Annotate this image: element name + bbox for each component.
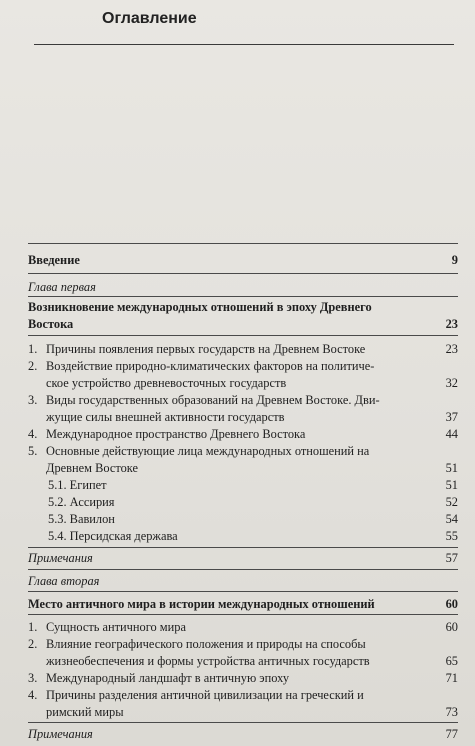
toc-intro-page: 9 bbox=[451, 253, 458, 267]
toc-item-label: Причины разделения античной цивилизации на греческий и bbox=[46, 688, 364, 702]
toc-item-label: Сущность античного мира bbox=[46, 620, 186, 634]
toc-subitem-label: 5.4. Персидская держава bbox=[48, 529, 178, 543]
divider bbox=[28, 273, 458, 274]
divider bbox=[28, 243, 458, 244]
divider bbox=[28, 569, 458, 570]
toc-intro-label: Введение bbox=[28, 253, 80, 267]
page-header bbox=[34, 0, 454, 45]
toc-item-page: 60 bbox=[445, 620, 458, 634]
toc-subitem-label: 5.1. Египет bbox=[48, 478, 107, 492]
divider bbox=[28, 335, 458, 336]
toc-item-label: Древнем Востоке bbox=[46, 461, 138, 475]
toc-item-label: Международный ландшафт в античную эпоху bbox=[46, 671, 290, 685]
toc-item-label: жизнеобеспечения и формы устройства античных государств bbox=[46, 654, 370, 668]
toc-subitem-page: 52 bbox=[445, 495, 458, 509]
toc-subitem-page: 55 bbox=[445, 529, 458, 543]
toc-item-label: Причины появления первых государств на Древнем Востоке bbox=[46, 342, 366, 356]
chapter-1-page: 23 bbox=[445, 317, 458, 331]
toc-item-label: ское устройство древневосточных государств bbox=[46, 376, 287, 390]
toc-item-label: Основные действующие лица международных отношений на bbox=[46, 444, 370, 458]
book-page: Оглавление Введение 9 Глава первая Возникновение международных отношений в эпоху Древнего Востока 23 1. Причины появления первых государств на Древнем Востоке 23 2. Воздействие природно-климатических факторов на политиче- ское устройство древневосточных государств 32 3. Виды государственных образований на Древнем Востоке. Дви- жущие силы внешней активности государств 37 4. Международное пространство Древнего Востока 44 5. Основные действующие лица международных отношений на Древнем Востоке 51 5.1. Египет 51 5.2. Ассирия 52 5.3. Вавилон 54 5.4. Персидская держава 55 Примечания 57 Глава вторая Место античного мира в истории международных отношений 60 1. Сущность античного мира 60 2. Влияние географического положения и природы на способы жизнеобеспечения и формы устройства античных государств 65 3. Международный ландшафт в античную эпоху 71 4. Причины разделения античной цивилизации на греческий и римский миры 73 Примечания 77 bbox=[0, 0, 475, 746]
toc-subitem-label: 5.2. Ассирия bbox=[48, 495, 115, 509]
toc-item-page: 37 bbox=[445, 410, 458, 424]
toc-item-label: Международное пространство Древнего Востока bbox=[46, 427, 306, 441]
toc-item-page: 23 bbox=[445, 342, 458, 356]
toc-subitem-page: 54 bbox=[445, 512, 458, 526]
toc-item-label: Воздействие природно-климатических факторов на политиче- bbox=[46, 359, 375, 373]
page-title: Оглавление bbox=[102, 10, 197, 27]
divider bbox=[28, 591, 458, 592]
toc-item-page: 51 bbox=[445, 461, 458, 475]
toc-item-label: Виды государственных образований на Древнем Востоке. Дви- bbox=[46, 393, 380, 407]
divider bbox=[28, 614, 458, 615]
toc-item-label: римский миры bbox=[46, 705, 124, 719]
notes-page: 57 bbox=[445, 551, 458, 565]
toc-item-label: жущие силы внешней активности государств bbox=[46, 410, 285, 424]
divider bbox=[28, 296, 458, 297]
divider bbox=[28, 722, 458, 723]
notes-label: Примечания bbox=[28, 727, 93, 741]
toc-item-page: 44 bbox=[445, 427, 458, 441]
toc-item-page: 65 bbox=[445, 654, 458, 668]
chapter-2-page: 60 bbox=[445, 597, 458, 611]
toc-item-page: 71 bbox=[445, 671, 458, 685]
notes-label: Примечания bbox=[28, 551, 93, 565]
chapter-2-title-text: Место античного мира в истории международных отношений bbox=[28, 597, 375, 611]
chapter-1-title-line-2: Востока bbox=[28, 317, 74, 331]
divider bbox=[28, 547, 458, 548]
toc-item-page: 73 bbox=[445, 705, 458, 719]
toc-subitem-page: 51 bbox=[445, 478, 458, 492]
toc-item-label: Влияние географического положения и природы на способы bbox=[46, 637, 366, 651]
chapter-1-title-line-1: Возникновение международных отношений в эпоху Древнего bbox=[28, 300, 372, 314]
notes-page: 77 bbox=[445, 727, 458, 741]
toc-item-page: 32 bbox=[445, 376, 458, 390]
toc-subitem-label: 5.3. Вавилон bbox=[48, 512, 115, 526]
